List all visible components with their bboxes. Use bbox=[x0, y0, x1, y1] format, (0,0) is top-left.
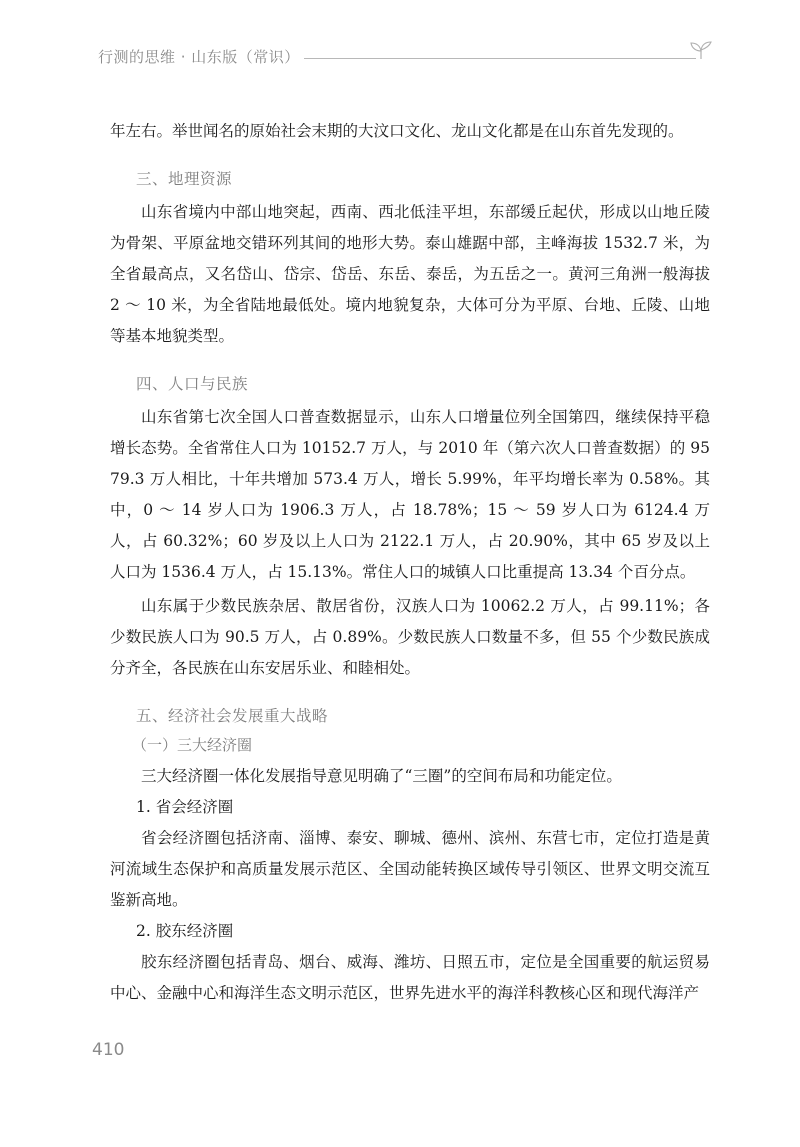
page-content bbox=[110, 116, 710, 1009]
section-title-strategy: 五、经济社会发展重大战略 bbox=[136, 707, 329, 725]
subsection-title-economic-circles: （一）三大经济圈 bbox=[132, 736, 253, 754]
running-header bbox=[98, 46, 718, 74]
population-paragraph-1: 山东省第七次全国人口普查数据显示，山东人口增量位列全国第四，继续保持平稳增长态势。全省常住人口为 10152.7 万人，与 2010 年（第六次人口普查数据）的 9579.3 万人相比，十年共增加 573.4 万人，增长 5.99%，年平均增长率为 0.58%。其中，0 ～ 14 岁人口为 1906.3 万人，占 18.78%；15 ～ 59 岁人口为 6124.4 万人，占 60.32%；60 岁及以上人口为 2122.1 万人，占 20.90%，其中 65 岁及以上人口为 1536.4 万人，占 15.13%。常住人口的城镇人口比重提高 13.34 个百分点。 bbox=[110, 408, 710, 581]
item-title-provincial-circle: 1. 省会经济圈 bbox=[136, 798, 234, 816]
provincial-circle-paragraph: 省会经济圈包括济南、淄博、泰安、聊城、德州、滨州、东营七市，定位打造是黄河流域生态保护和高质量发展示范区、全国动能转换区域传导引领区、世界文明交流互鉴新高地。 bbox=[110, 829, 710, 909]
intro-paragraph: 年左右。举世闻名的原始社会末期的大汶口文化、龙山文化都是在山东首先发现的。 bbox=[110, 122, 684, 140]
sprout-icon bbox=[688, 40, 714, 60]
jiaodong-circle-paragraph: 胶东经济圈包括青岛、烟台、威海、潍坊、日照五市，定位是全国重要的航运贸易中心、金融中心和海洋生态文明示范区，世界先进水平的海洋科教核心区和现代海洋产 bbox=[110, 953, 710, 1002]
section-title-population: 四、人口与民族 bbox=[136, 375, 249, 393]
page-number: 410 bbox=[92, 1040, 125, 1060]
geography-paragraph: 山东省境内中部山地突起，西南、西北低洼平坦，东部缓丘起伏，形成以山地丘陵为骨架、平原盆地交错环列其间的地形大势。泰山雄踞中部，主峰海拔 1532.7 米，为全省最高点，又名岱山、岱宗、岱岳、东岳、泰岳，为五岳之一。黄河三角洲一般海拔 2 ～ 10 米，为全省陆地最低处。境内地貌复杂，大体可分为平原、台地、丘陵、山地等基本地貌类型。 bbox=[110, 203, 710, 345]
economic-circles-paragraph: 三大经济圈一体化发展指导意见明确了“三圈”的空间布局和功能定位。 bbox=[141, 767, 622, 785]
header-title: 行测的思维 · 山东版（常识） bbox=[98, 48, 300, 66]
section-title-geography: 三、地理资源 bbox=[136, 170, 233, 188]
item-title-jiaodong-circle: 2. 胶东经济圈 bbox=[136, 922, 234, 940]
header-rule bbox=[304, 58, 696, 59]
population-paragraph-2: 山东属于少数民族杂居、散居省份，汉族人口为 10062.2 万人，占 99.11%；各少数民族人口为 90.5 万人，占 0.89%。少数民族人口数量不多，但 55 个少数民族成分齐全，各民族在山东安居乐业、和睦相处。 bbox=[110, 597, 710, 677]
